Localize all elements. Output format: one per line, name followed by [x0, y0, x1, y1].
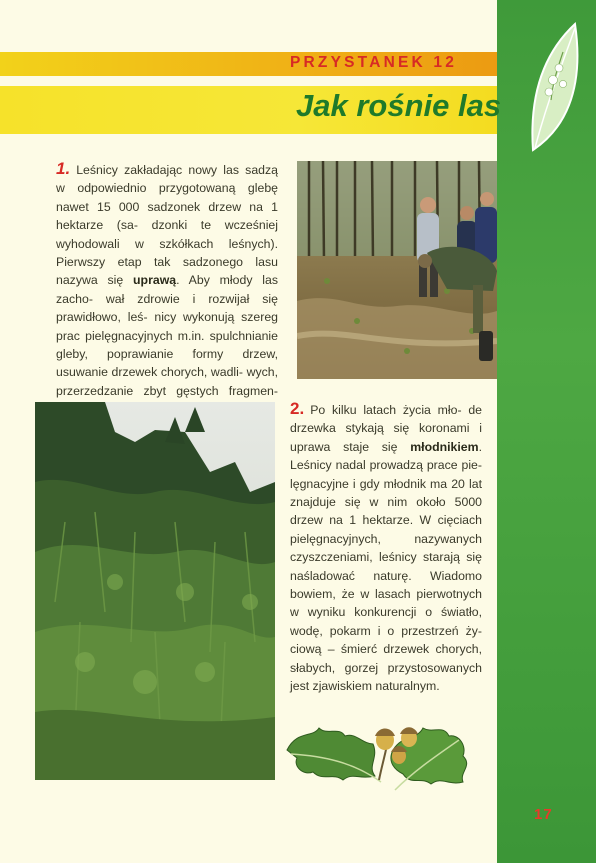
paragraph-2-line-9: naśladować naturę. Wiadomo: [290, 568, 482, 583]
lily-of-the-valley-leaf-icon: [523, 22, 585, 154]
paragraph-1-line-10: wych, przerzedzanie zbyt gęstych fragmen-: [56, 365, 278, 398]
photo-foresters-planting: [297, 161, 497, 379]
oak-leaves-acorns-icon: [283, 710, 483, 810]
term-mlodnik: młodnikiem: [410, 439, 479, 454]
paragraph-1-text-after-bold: . Aby młody las zacho-: [56, 273, 278, 306]
term-uprawa: uprawą: [133, 273, 177, 288]
page-title: Jak rośnie las: [296, 88, 502, 123]
paragraph-2-text-after-bold: .: [478, 439, 482, 454]
section-number-1: 1.: [56, 159, 71, 178]
paragraph-2-line-4: lęgnacyjne i gdy młodnik ma 20: [290, 476, 465, 491]
paragraph-1-line-6: wał zdrowie i rozwijał się prawidłowo, leś-: [56, 291, 278, 325]
paragraph-1-line-2: 15 000 sadzonek drzew na 1 hektarze (sa-: [56, 199, 278, 233]
paragraph-1-line-1: w odpowiednio przygotowaną glebę nawet: [56, 181, 278, 214]
paragraph-1-line-3: dzonki te wcześniej wyhodowali w szkółkach: [56, 218, 278, 251]
paragraph-1-line-9: drzew, usuwanie drzewek chorych, wadli-: [56, 347, 278, 380]
paragraph-2: [290, 400, 482, 696]
paragraph-2-line-5: lat znajduje się w nim około 5000: [290, 476, 482, 510]
paragraph-2-line-6: drzew na 1 hektarze. W cięciach: [290, 513, 482, 528]
paragraph-2-line-7: pielęgnacyjnych, nazywanych: [290, 531, 482, 546]
paragraph-1-line-4: leśnych). Pierwszy etap tak sadzonego lasu: [56, 236, 278, 270]
paragraph-2-line-13: ciową – śmierć drzewek chorych,: [290, 642, 482, 657]
top-margin: [0, 0, 497, 50]
paragraph-2-line-12: wodę, pokarm i o przestrzeń ży-: [290, 623, 482, 638]
paragraph-2-line-8: czyszczeniami, leśnicy starają się: [290, 550, 482, 565]
paragraph-2-line-11: w wyniku konkurencji o światło,: [290, 605, 482, 620]
page-number: 17: [534, 806, 553, 823]
paragraph-2-line-10: bowiem, że w lasach pierwotnych: [290, 587, 482, 602]
paragraph-2-line-0: Po kilku latach życia mło-: [310, 403, 462, 417]
section-number-2: 2.: [290, 399, 305, 418]
paragraph-1-line-0: Leśnicy zakładając nowy las sadzą: [76, 163, 278, 177]
paragraph-2-line-3: Leśnicy nadal prowadzą prace pie-: [290, 458, 482, 473]
paragraph-1-text-before-bold: nazywa się: [56, 273, 134, 288]
photo-young-pine-forest: [35, 402, 275, 780]
paragraph-1-line-7: nicy wykonują szereg prac pielęgnacyjnych: [56, 310, 278, 343]
paragraph-2-text-before-bold: i uprawa staje się: [290, 421, 482, 454]
stop-label: PRZYSTANEK 12: [290, 54, 458, 71]
paragraph-2-line-1: de drzewka stykają się koronami: [290, 403, 482, 436]
paragraph-2-line-14: słabych, gorzej przystosowanych: [290, 660, 482, 675]
paragraph-1-line-8: m.in. spulchnianie gleby, poprawianie formy: [56, 328, 278, 362]
paragraph-2-line-15: jest zjawiskiem naturalnym.: [290, 679, 440, 694]
paragraph-1: [56, 160, 278, 419]
